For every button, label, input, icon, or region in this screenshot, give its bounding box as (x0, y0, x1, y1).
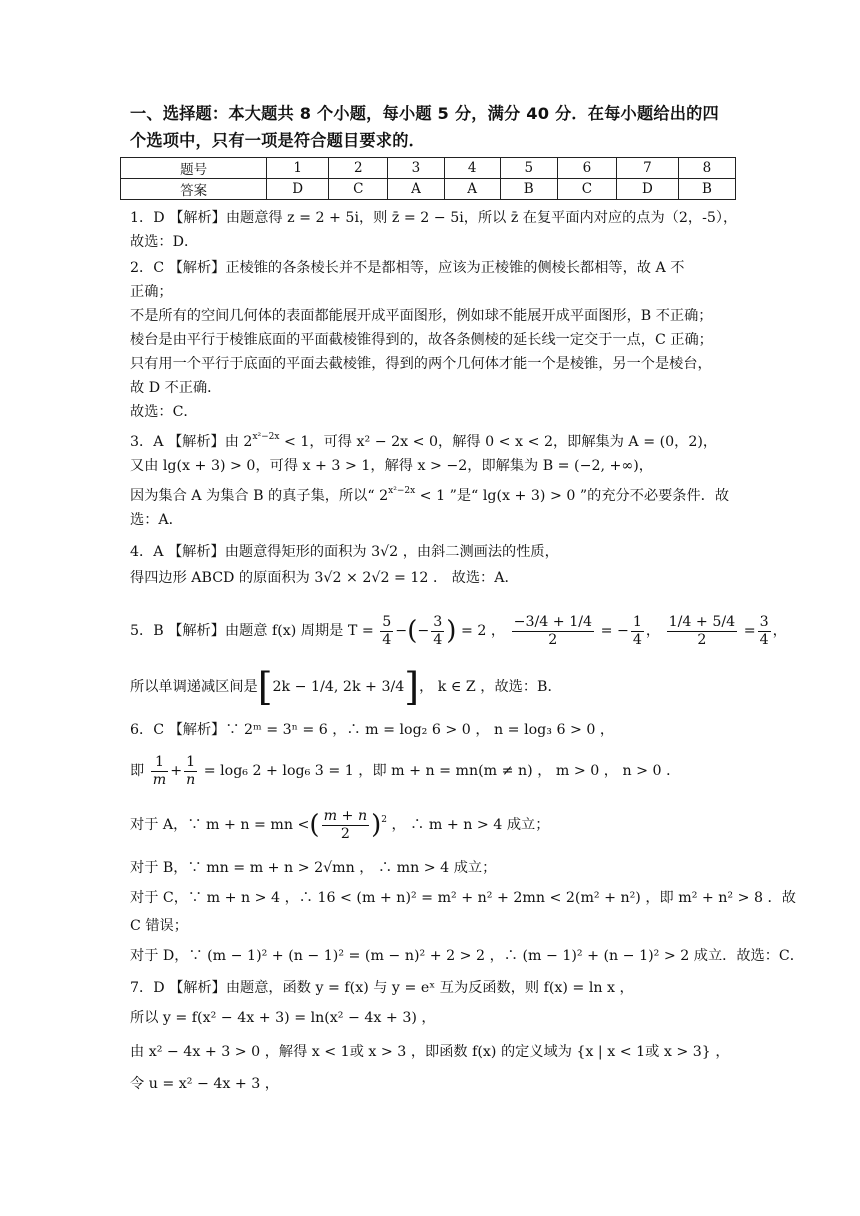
solution-2-line-3: 不是所有的空间几何体的表面都能展开成平面图形，例如球不能展开成平面图形，B 不正确； (130, 308, 713, 324)
solution-6-line-6: C 错误； (130, 918, 188, 934)
table-row (121, 158, 736, 179)
table-row (121, 179, 736, 200)
fraction (431, 614, 444, 649)
solution-2-line-4: 棱台是由平行于棱锥底面的平面截棱锥得到的，故各条侧棱的延长线一定交于一点，C 正确； (130, 332, 713, 348)
heading-line-2: 个选项中，只有一项是符合题目要求的． (130, 131, 425, 150)
solution-6-line-5: 对于 C，∵ m + n > 4 ，∴ 16 < (m + n)² = m² + n² + 2mn < 2(m² + n²) ，即 m² + n² > 8 ．故 (130, 890, 796, 906)
solution-3-line-3 (130, 484, 729, 508)
fraction (512, 614, 594, 649)
fraction (151, 754, 168, 789)
fraction (758, 614, 771, 649)
table-cell: 5 (500, 158, 557, 179)
fraction (322, 808, 370, 843)
solution-2-line-6: 故 D 不正确． (130, 380, 222, 396)
heading-line-1: 一、选择题：本大题共 8 个小题，每小题 5 分，满分 40 分．在每小题给出的四 (130, 104, 719, 123)
solution-1-line-1: 1．D 【解析】由题意得 z = 2 + 5i，则 z̄ = 2 − 5i，所以 z̄ 在复平面内对应的点为（2，-5）， (130, 210, 738, 226)
interval: 2k − 1/4, 2k + 3/4 (272, 679, 405, 695)
numerator: −3/4 + 1/4 (513, 613, 593, 630)
solution-6-line-1: 6．C 【解析】∵ 2ᵐ = 3ⁿ = 6 ，∴ m = log₂ 6 > 0 ， n = log₃ 6 > 0 ， (130, 722, 615, 738)
table-header-cell: 题号 (121, 158, 267, 179)
denominator: m (152, 771, 167, 788)
numerator: 1/4 + 5/4 (668, 613, 736, 630)
solution-6-line-3 (130, 806, 549, 844)
table-cell: C (557, 179, 616, 200)
paren: ( (309, 810, 320, 840)
solution-1-line-2: 故选：D． (130, 234, 199, 250)
text-span: = (743, 623, 756, 639)
text-span: = − (600, 623, 629, 639)
table-cell: D (267, 179, 329, 200)
numerator: 5 (382, 613, 392, 630)
text-span: 5．B 【解析】由题意 f(x) 周期是 T = (130, 623, 374, 639)
solution-7-line-4: 令 u = x² − 4x + 3 ， (130, 1076, 279, 1092)
paren: ) (446, 616, 457, 646)
solution-4-line-2: 得四边形 ABCD 的原面积为 3√2 × 2√2 = 12 ． 故选：A． (130, 570, 519, 586)
table-cell: 1 (267, 158, 329, 179)
solution-7-line-3: 由 x² − 4x + 3 > 0 ，解得 x < 1或 x > 3 ，即函数 f(x) 的定义域为 {x | x < 1或 x > 3} ， (130, 1044, 730, 1060)
solution-5-line-2 (130, 665, 562, 709)
exponent: 2 (381, 815, 387, 825)
table-cell: 7 (617, 158, 679, 179)
table-header-cell: 答案 (121, 179, 267, 200)
section-heading (130, 100, 730, 154)
exponent: x²−2x (388, 486, 416, 496)
text-span: < 1 ”是“ lg(x + 3) > 0 ”的充分不必要条件．故 (415, 488, 730, 504)
table-cell: 8 (678, 158, 735, 179)
fraction (631, 614, 644, 649)
table-cell: C (329, 179, 388, 200)
text-span: = log₆ 2 + log₆ 3 = 1 ，即 m + n = mn(m ≠ n) ， m > 0 ， n > 0 ． (203, 763, 681, 779)
solution-2-line-5: 只有用一个平行于底面的平面去截棱锥，得到的两个几何体才能一个是棱锥，另一个是棱台， (130, 356, 712, 372)
solution-5-line-1: 5．B 【解析】由题意 f(x) 周期是 T = $\frac{5}{4}$ −(− $\frac{3}{4}$ ) = 2 ， $\frac{-3/4 + 1/4}{2}$ = − $\frac{1}{4}$ ， $\frac{1/4 + 5/4}{2}$ = $\frac{3}{4}$ ， (130, 613, 787, 648)
table-cell: 2 (329, 158, 388, 179)
denominator: 2 (340, 825, 350, 842)
denominator: 4 (632, 631, 642, 648)
bracket: [ (257, 665, 273, 709)
solution-2-line-1: 2．C 【解析】正棱锥的各条棱长并不是都相等，应该为正棱锥的侧棱长都相等，故 A 不 (130, 260, 685, 276)
text-span: = 2 ， (460, 623, 506, 639)
numerator: m + n (323, 807, 368, 824)
numerator: 1 (184, 754, 197, 772)
table-cell: 3 (388, 158, 444, 179)
denominator: n (186, 771, 196, 788)
denominator: 2 (548, 631, 558, 648)
solution-4-line-1: 4．A 【解析】由题意得矩形的面积为 3√2 ，由斜二测画法的性质， (130, 544, 559, 560)
text-span: ， ∴ m + n > 4 成立； (391, 817, 550, 833)
solution-6-line-2: 即 $\frac{1}{m}$ + $\frac{1}{n}$ = log₆ 2 + log₆ 3 = 1 ，即 m + n = mn(m ≠ n) ， m > 0 ， n > 0 ． (130, 753, 681, 788)
text-span: 因为集合 A 为集合 B 的真子集，所以“ 2 (130, 488, 389, 504)
denominator: 2 (697, 631, 707, 648)
solution-6-line-7: 对于 D，∵ (m − 1)² + (n − 1)² = (m − n)² + 2 > 2 ，∴ (m − 1)² + (n − 1)² > 2 成立．故选：C． (130, 948, 804, 964)
numerator: 1 (151, 754, 168, 772)
text-span: 对于 A，∵ m + n = mn < (130, 817, 310, 833)
text-span: < 1，可得 x² − 2x < 0，解得 0 < x < 2，即解集为 A = (0，2)， (279, 434, 718, 450)
solution-3-line-2: 又由 lg(x + 3) > 0，可得 x + 3 > 1，解得 x > −2，即解集为 B = (−2, +∞)， (130, 458, 653, 474)
text-span: 即 (130, 763, 145, 779)
fraction (667, 614, 738, 649)
text-span: 所以单调递减区间是 (130, 679, 258, 695)
solution-2-line-2: 正确； (130, 284, 173, 300)
solution-6-line-4: 对于 B，∵ mn = m + n > 2√mn ， ∴ mn > 4 成立； (130, 860, 497, 876)
fraction (380, 614, 393, 649)
solution-3-line-4: 选：A． (130, 512, 183, 528)
table-cell: 6 (557, 158, 616, 179)
solution-7-line-2: 所以 y = f(x² − 4x + 3) = ln(x² − 4x + 3) ， (130, 1010, 436, 1026)
paren: ) (371, 810, 382, 840)
fraction (184, 754, 197, 789)
table-cell: B (678, 179, 735, 200)
solution-2-line-7: 故选：C． (130, 404, 198, 420)
numerator: 3 (759, 613, 769, 630)
denominator: 4 (759, 631, 769, 648)
text-span: ， k ∈ Z ，故选：B． (419, 679, 562, 695)
denominator: 4 (433, 631, 443, 648)
answer-table (120, 157, 736, 200)
document-page (130, 100, 730, 200)
table-cell: B (500, 179, 557, 200)
solution-7-line-1: 7．D 【解析】由题意，函数 y = f(x) 与 y = eˣ 互为反函数，则 f(x) = ln x ， (130, 980, 634, 996)
numerator: 1 (632, 613, 642, 630)
paren: ( (407, 616, 418, 646)
denominator: 4 (382, 631, 392, 648)
exponent: x²−2x (252, 432, 280, 442)
table-cell: A (444, 179, 500, 200)
bracket: ] (404, 665, 420, 709)
numerator: 3 (433, 613, 443, 630)
table-cell: D (617, 179, 679, 200)
solution-3-line-1 (130, 430, 717, 454)
text-span: 3．A 【解析】由 2 (130, 434, 253, 450)
table-cell: A (388, 179, 444, 200)
table-cell: 4 (444, 158, 500, 179)
